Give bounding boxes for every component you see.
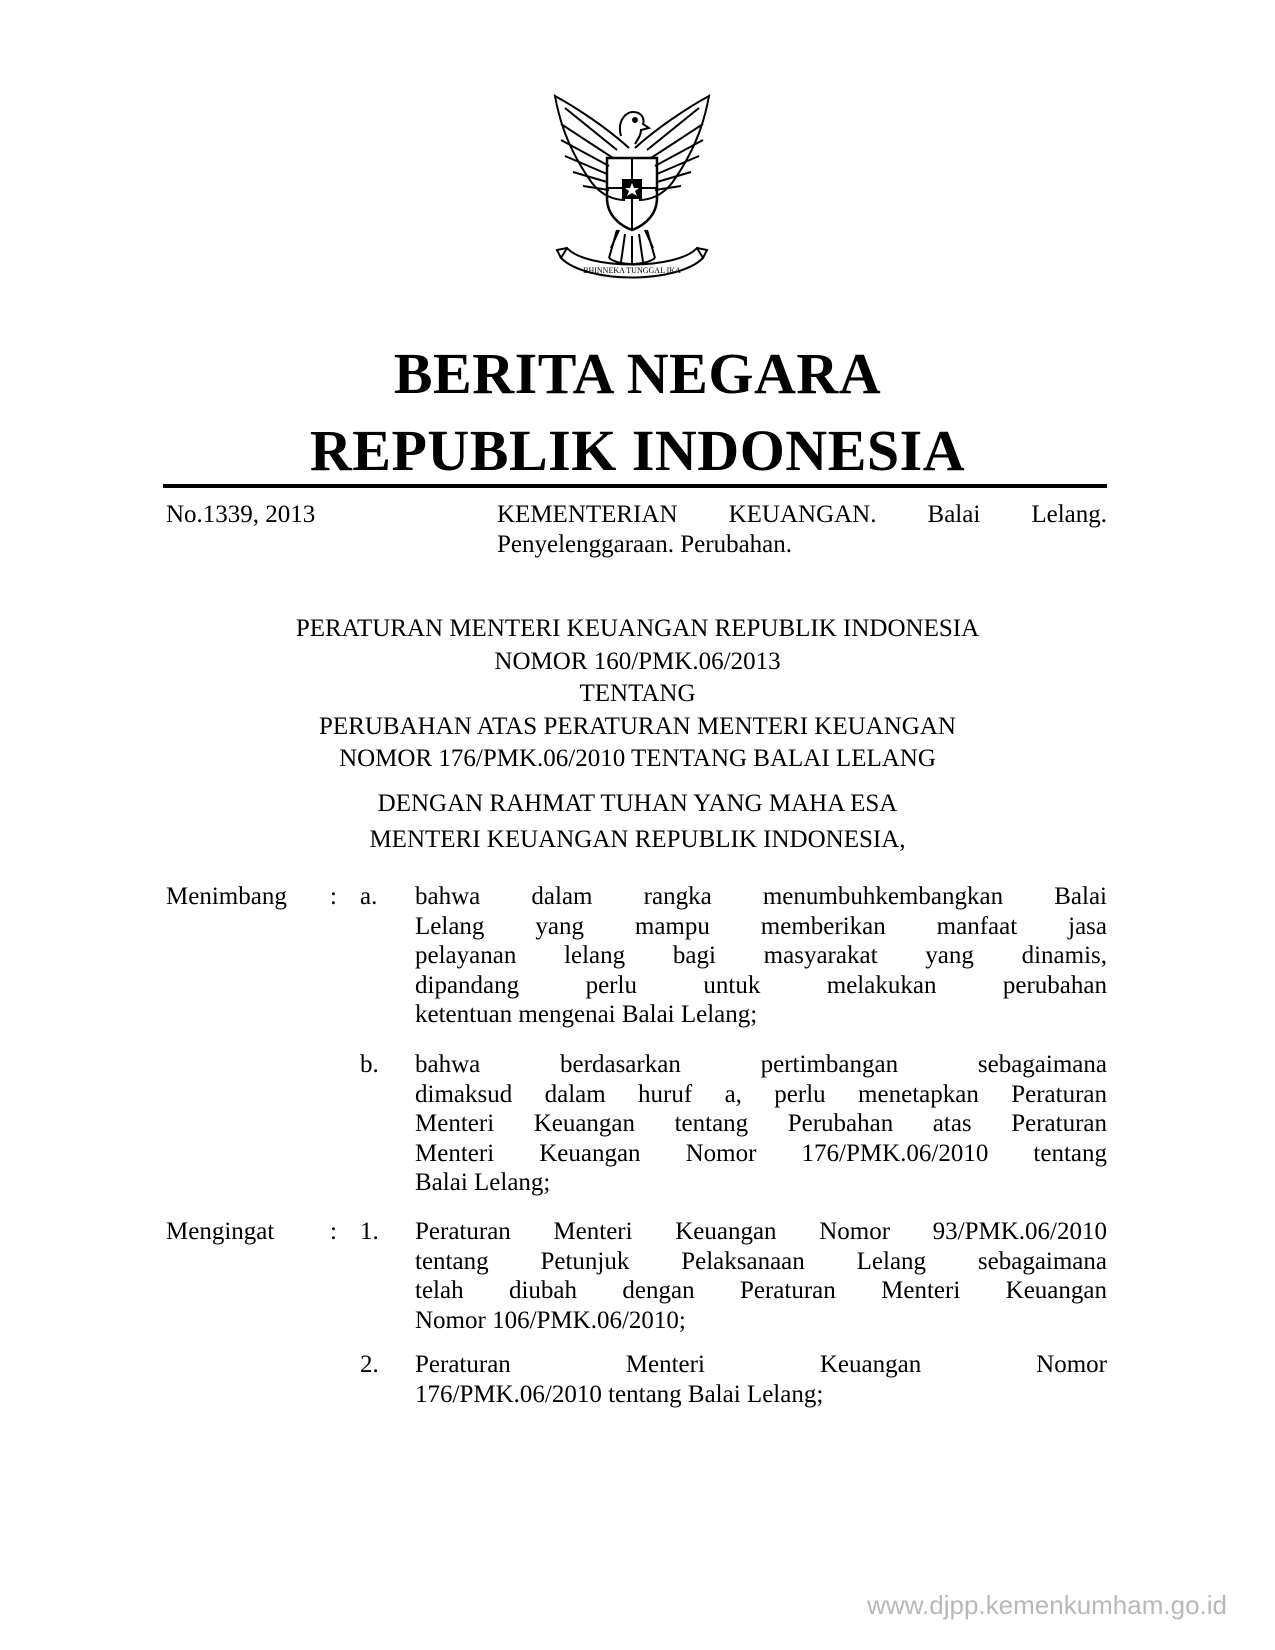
item-line: Menteri Keuangan Nomor 176/PMK.06/2010 tentang bbox=[415, 1139, 1107, 1167]
item-marker: b. bbox=[360, 1051, 379, 1078]
item-line: bahwa berdasarkan pertimbangan sebagaimana bbox=[415, 1051, 1107, 1078]
preamble-line: MENTERI KEUANGAN REPUBLIK INDONESIA, bbox=[369, 826, 906, 853]
item-marker: 2. bbox=[360, 1351, 379, 1378]
mengingat-item-2 bbox=[415, 1350, 1107, 1409]
item-marker: a. bbox=[360, 883, 378, 910]
menimbang-item-b bbox=[415, 1050, 1107, 1198]
preamble-line: DENGAN RAHMAT TUHAN YANG MAHA ESA bbox=[377, 790, 898, 817]
regulation-heading-line: TENTANG bbox=[579, 680, 696, 707]
item-line: dimaksud dalam huruf a, perlu menetapkan Peraturan bbox=[415, 1080, 1107, 1108]
item-line: Balai Lelang; bbox=[415, 1169, 551, 1196]
publication-title-line1: BERITA NEGARA bbox=[393, 341, 882, 406]
item-line: Lelang yang mampu memberikan manfaat jasa bbox=[415, 912, 1107, 940]
menimbang-colon: : bbox=[330, 883, 337, 910]
garuda-pancasila-emblem-icon bbox=[537, 88, 727, 288]
menimbang-item-a bbox=[415, 882, 1107, 1030]
item-line: tentang Petunjuk Pelaksanaan Lelang sebagaimana bbox=[415, 1247, 1107, 1275]
preamble bbox=[0, 786, 1275, 858]
item-line: Nomor 106/PMK.06/2010; bbox=[415, 1306, 686, 1334]
item-line: Peraturan Menteri Keuangan Nomor 93/PMK.06/2010 bbox=[415, 1218, 1107, 1245]
item-line: Menteri Keuangan tentang Perubahan atas Peraturan bbox=[415, 1110, 1107, 1137]
website-watermark: www.djpp.kemenkumham.go.id bbox=[867, 1590, 1227, 1620]
subject-line: Penyelenggaraan. Perubahan. bbox=[497, 531, 793, 558]
emblem-motto: BHINNEKA TUNGGAL IKA bbox=[583, 266, 681, 275]
document-number: No.1339, 2013 bbox=[166, 501, 316, 528]
item-line: pelayanan lelang bagi masyarakat yang dinamis, bbox=[415, 942, 1107, 969]
regulation-heading-line: NOMOR 176/PMK.06/2010 TENTANG BALAI LELANG bbox=[339, 745, 936, 772]
document-subject bbox=[497, 500, 1107, 560]
mengingat-colon: : bbox=[330, 1218, 337, 1245]
item-line: Peraturan Menteri Keuangan Nomor bbox=[415, 1351, 1107, 1378]
publication-title-line2: REPUBLIK INDONESIA bbox=[309, 418, 966, 483]
regulation-heading-line: PERATURAN MENTERI KEUANGAN REPUBLIK INDONESIA bbox=[295, 615, 980, 642]
item-line: ketentuan mengenai Balai Lelang; bbox=[415, 1001, 758, 1028]
mengingat-label: Mengingat bbox=[166, 1218, 275, 1245]
regulation-heading-line: NOMOR 160/PMK.06/2013 bbox=[494, 647, 781, 675]
mengingat-item-1 bbox=[415, 1217, 1107, 1335]
item-line: 176/PMK.06/2010 tentang Balai Lelang; bbox=[415, 1380, 824, 1408]
item-line: telah diubah dengan Peraturan Menteri Keuangan bbox=[415, 1277, 1107, 1304]
regulation-heading-line: PERUBAHAN ATAS PERATURAN MENTERI KEUANGAN bbox=[319, 712, 956, 740]
item-line: dipandang perlu untuk melakukan perubahan bbox=[415, 971, 1107, 999]
menimbang-label: Menimbang bbox=[166, 883, 287, 910]
regulation-heading bbox=[0, 613, 1275, 776]
item-line: bahwa dalam rangka menumbuhkembangkan Balai bbox=[415, 883, 1107, 910]
subject-line: KEMENTERIAN KEUANGAN. Balai Lelang. bbox=[497, 501, 1107, 528]
header-divider bbox=[163, 484, 1107, 488]
item-marker: 1. bbox=[360, 1218, 379, 1245]
